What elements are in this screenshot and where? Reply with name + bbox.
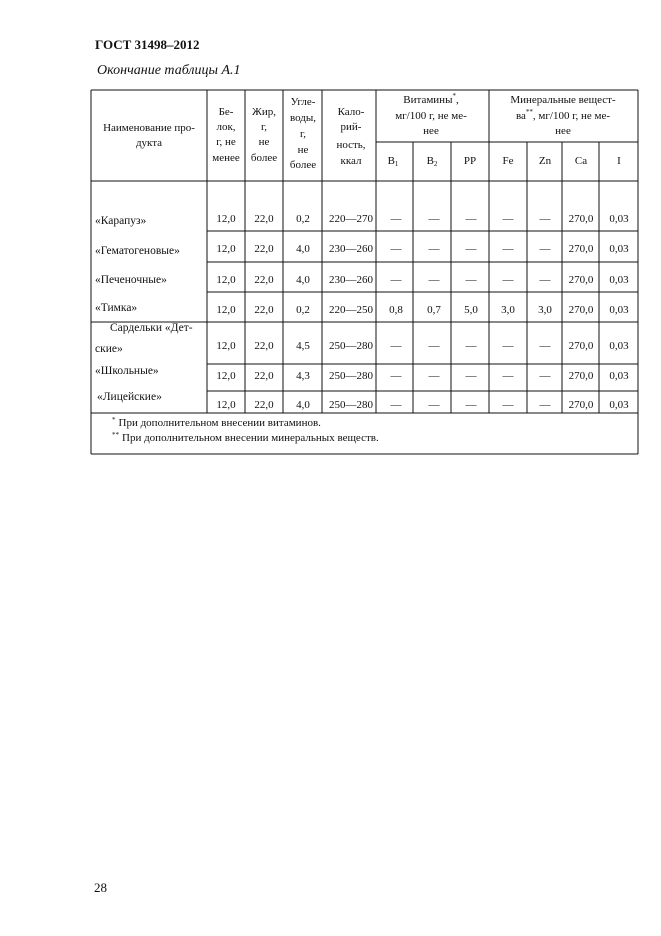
row-5-product-name: «Школьные» (95, 365, 159, 377)
vitamins-footnote-mark: * (452, 92, 456, 100)
subheader-b2-letter: B (426, 155, 434, 167)
row-3-fat-cell: 22,0 (254, 304, 274, 316)
row-2-b2-cell: — (428, 274, 440, 286)
footnote-vitamins (112, 416, 321, 429)
row-6-zn-cell: — (539, 399, 551, 411)
row-1-b1-cell: — (390, 243, 402, 255)
row-4-i-cell: 0,03 (609, 340, 629, 352)
row-3-product-name: «Тимка» (95, 302, 138, 314)
row-4-protein-cell: 12,0 (216, 340, 236, 352)
row-3-b2-cell: 0,7 (427, 304, 441, 316)
row-3-fe-cell: 3,0 (501, 304, 515, 316)
header-fat-line3: не (258, 136, 270, 148)
row-0-i-cell: 0,03 (609, 213, 629, 225)
row-4-product-name: Сардельки «Дет- (110, 322, 193, 334)
header-fat-line4: более (250, 152, 278, 164)
row-5-protein-cell: 12,0 (216, 370, 236, 382)
header-minerals-line1: Минеральные вещест- (510, 94, 616, 106)
header-calories-line2: рий- (340, 121, 362, 133)
row-0-pp-cell: — (465, 213, 477, 225)
row-2-protein-cell: 12,0 (216, 274, 236, 286)
row-3-kcal-cell: 220—250 (329, 304, 373, 316)
row-1-protein-cell: 12,0 (216, 243, 236, 255)
row-3-zn-cell: 3,0 (538, 304, 552, 316)
header-vitamins-line2: мг/100 г, не ме- (395, 110, 467, 122)
header-protein-line3: г, не (216, 136, 236, 148)
table-continuation-caption: Окончание таблицы А.1 (97, 63, 241, 78)
row-0-kcal-cell: 220—270 (329, 213, 373, 225)
subheader-pp: PP (463, 155, 477, 167)
row-4-zn-cell: — (539, 340, 551, 352)
row-6-pp-cell: — (465, 399, 477, 411)
row-4-b2-cell: — (428, 340, 440, 352)
header-protein-line1: Бе- (218, 106, 234, 118)
row-3-protein-cell: 12,0 (216, 304, 236, 316)
header-vitamins-comma: , (455, 94, 459, 106)
row-5-b1-cell: — (390, 370, 402, 382)
header-vitamins-title: Витамины (403, 94, 453, 106)
row-0-zn-cell: — (539, 213, 551, 225)
subheader-ca: Ca (574, 155, 588, 167)
header-vitamins-line1 (403, 92, 459, 106)
footnote-vitamins-text: При дополнительном внесении витаминов. (118, 417, 321, 429)
header-carbs-line1: Угле- (290, 96, 316, 108)
row-5-carbs-cell: 4,3 (296, 370, 310, 382)
minerals-footnote-mark: ** (525, 108, 533, 116)
row-0-b2-cell: — (428, 213, 440, 225)
row-5-zn-cell: — (539, 370, 551, 382)
row-3-i-cell: 0,03 (609, 304, 629, 316)
header-fat-line2: г, (260, 121, 268, 133)
header-name-line2: дукта (135, 137, 163, 149)
row-0-fat-cell: 22,0 (254, 213, 274, 225)
footnote-vitamins-mark: * (112, 416, 116, 424)
subheader-zn: Zn (538, 155, 552, 167)
row-5-kcal-cell: 250—280 (329, 370, 373, 382)
header-calories-line4: ккал (340, 155, 362, 167)
subheader-b2-index: 2 (433, 160, 438, 168)
header-vitamins-line3: нее (423, 125, 439, 137)
header-calories-line1: Кало- (337, 106, 365, 118)
row-6-b2-cell: — (428, 399, 440, 411)
row-4-kcal-cell: 250—280 (329, 340, 373, 352)
footnote-minerals-mark: ** (112, 431, 119, 439)
row-4-pp-cell: — (465, 340, 477, 352)
subheader-b1-letter: B (387, 155, 395, 167)
row-2-carbs-cell: 4,0 (296, 274, 310, 286)
header-minerals-line2 (516, 108, 610, 122)
header-minerals-va: ва (515, 110, 526, 122)
row-1-b2-cell: — (428, 243, 440, 255)
row-1-carbs-cell: 4,0 (296, 243, 310, 255)
row-6-b1-cell: — (390, 399, 402, 411)
subheader-i: I (617, 155, 621, 167)
row-5-fat-cell: 22,0 (254, 370, 274, 382)
row-0-fe-cell: — (502, 213, 514, 225)
row-4-fe-cell: — (502, 340, 514, 352)
page-number: 28 (94, 880, 107, 895)
row-0-product-name: «Карапуз» (95, 215, 147, 227)
row-5-b2-cell: — (428, 370, 440, 382)
subheader-b1-index: 1 (394, 160, 399, 168)
header-fat-line1: Жир, (252, 106, 276, 118)
header-carbs-line5: более (289, 159, 317, 171)
row-1-zn-cell: — (539, 243, 551, 255)
row-3-b1-cell: 0,8 (389, 304, 403, 316)
header-carbs-line2: воды, (289, 112, 317, 124)
row-2-zn-cell: — (539, 274, 551, 286)
row-2-ca-cell: 270,0 (568, 274, 594, 286)
row-4-fat-cell: 22,0 (254, 340, 274, 352)
row-3-pp-cell: 5,0 (464, 304, 478, 316)
row-0-protein-cell: 12,0 (216, 213, 236, 225)
row-4-b1-cell: — (390, 340, 402, 352)
row-3-ca-cell: 270,0 (568, 304, 594, 316)
row-6-ca-cell: 270,0 (568, 399, 594, 411)
subheader-b2 (427, 155, 438, 168)
row-6-i-cell: 0,03 (609, 399, 629, 411)
row-6-kcal-cell: 250—280 (329, 399, 373, 411)
row-2-kcal-cell: 230—260 (329, 274, 373, 286)
row-2-i-cell: 0,03 (609, 274, 629, 286)
subheader-fe: Fe (502, 155, 514, 167)
row-1-product-name: «Гематогеновые» (95, 245, 180, 257)
row-5-pp-cell: — (465, 370, 477, 382)
row-5-ca-cell: 270,0 (568, 370, 594, 382)
row-1-i-cell: 0,03 (609, 243, 629, 255)
row-0-ca-cell: 270,0 (568, 213, 594, 225)
row-6-product-name: «Лицейские» (97, 391, 162, 403)
row-2-fat-cell: 22,0 (254, 274, 274, 286)
row-1-fat-cell: 22,0 (254, 243, 274, 255)
row-0-carbs-cell: 0,2 (296, 213, 310, 225)
row-2-pp-cell: — (465, 274, 477, 286)
row-6-carbs-cell: 4,0 (296, 399, 310, 411)
row-5-fe-cell: — (502, 370, 514, 382)
row-3-carbs-cell: 0,2 (296, 304, 310, 316)
subheader-b1 (388, 155, 399, 168)
header-protein-line2: лок, (216, 121, 236, 133)
table-body (95, 213, 629, 411)
header-carbs-line4: не (297, 144, 309, 156)
footnote-minerals (112, 431, 379, 444)
standard-designation: ГОСТ 31498–2012 (95, 37, 200, 52)
header-carbs-line3: г, (299, 128, 307, 140)
row-1-fe-cell: — (502, 243, 514, 255)
header-calories-line3: ность, (336, 139, 366, 151)
row-5-i-cell: 0,03 (609, 370, 629, 382)
row-2-b1-cell: — (390, 274, 402, 286)
row-4-carbs-cell: 4,5 (296, 340, 310, 352)
header-minerals-units: , мг/100 г, не ме- (532, 110, 611, 122)
row-1-pp-cell: — (465, 243, 477, 255)
row-6-fat-cell: 22,0 (254, 399, 274, 411)
row-1-ca-cell: 270,0 (568, 243, 594, 255)
row-2-product-name: «Печеночные» (95, 274, 167, 286)
row-4-product-name: ские» (95, 343, 123, 355)
footnote-minerals-text: При дополнительном внесении минеральных веществ. (122, 432, 379, 444)
header-minerals-line3: нее (555, 125, 571, 137)
row-0-b1-cell: — (390, 213, 402, 225)
row-1-kcal-cell: 230—260 (329, 243, 373, 255)
row-6-fe-cell: — (502, 399, 514, 411)
row-6-protein-cell: 12,0 (216, 399, 236, 411)
header-protein-line4: менее (212, 152, 240, 164)
row-2-fe-cell: — (502, 274, 514, 286)
header-name-line1: Наименование про- (103, 122, 195, 134)
row-4-ca-cell: 270,0 (568, 340, 594, 352)
